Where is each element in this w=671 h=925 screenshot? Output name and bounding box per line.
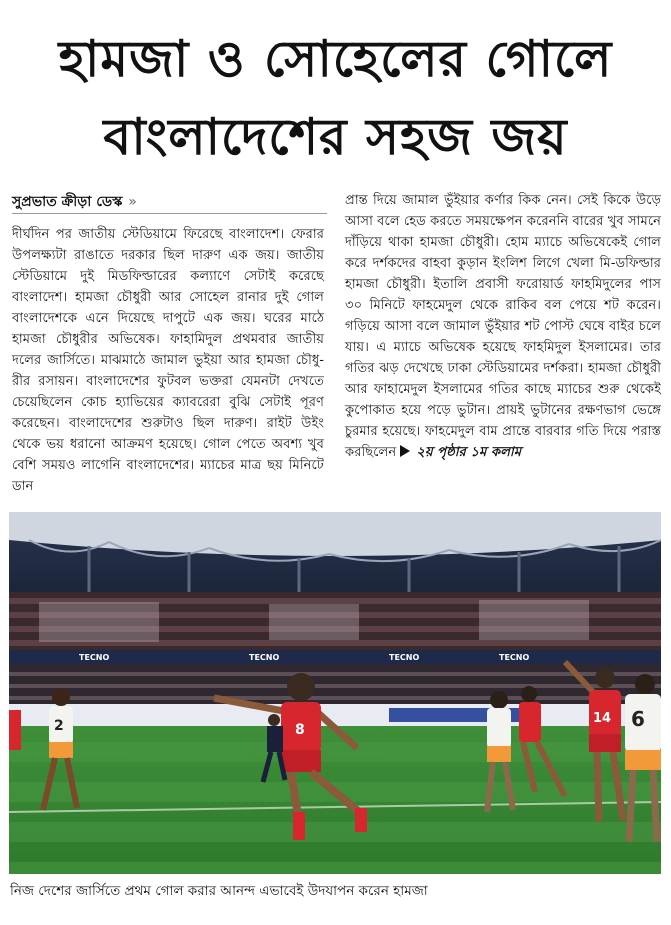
ad-board-text: TECNO [389,653,420,662]
article-right-column [345,190,661,463]
article-left-column [12,224,324,497]
headline [0,0,671,182]
byline-divider [12,213,327,214]
headline-line-1: হামজা ও সোহেলের গোলে [58,29,613,88]
match-photo [9,512,661,874]
continued-arrow-icon [400,445,410,457]
stadium-celebration-illustration [9,512,661,874]
byline-chevron-icon: » [128,194,137,210]
ad-board-text: TECNO [499,653,530,662]
byline [12,190,137,214]
byline-author: সুপ্রভাত ক্রীড়া ডেস্ক [12,194,123,210]
ad-board-text: TECNO [79,653,110,662]
jersey-number: 14 [593,711,612,726]
jersey-number: 8 [295,722,305,738]
article-left-text: দীর্ঘদিন পর জাতীয় স্টেডিয়ামে ফিরেছে বাংলাদেশ। ফেরার উপলক্ষ্যটা রাঙাতে দরকার ছিল দারুণ এক জয়। জাতীয় স্টেডিয়ামে দুই মিডফিল্ডারের কল্যাণে সেটাই করেছে বাংলাদেশ। হামজা চৌধুরী আর সোহেল রানার দুই গোল বাংলাদেশকে এনে দিয়েছে দাপুটে এক জয়। ঘরের মাঠে হামজা চৌধুরীর অভিষেক। ফাহামিদুল প্রথমবার জাতীয় দলের জার্সিতে। মাঝমাঠে জামাল ভুইয়া আর হামজা চৌধু-রীর রসায়ন। বাংলাদেশের ফুটবল ভক্তরা যেমনটা দেখতে চেয়েছিলেন কোচ হ্যাভিয়ের ক্যাবরেরা বুঝি সেটাই পূরণ করেছেন। বাংলাদেশের শুরুটাও ছিল দারুণ। রাইট উইং থেকে ভয় ধরানো আক্রমণ হয়েছে। গোল পেতে অবশ্য খুব বেশি সময়ও লাগেনি বাংলাদেশের। ম্যাচের মাত্র ছয় মিনিটে ডান [12,227,324,494]
headline-line-2: বাংলাদেশের সহজ জয় [103,107,568,166]
jersey-number: 2 [54,718,64,734]
ad-board-text: TECNO [249,653,280,662]
article-right-text: প্রান্ত দিয়ে জামাল ভুঁইয়ার কর্ণার কিক নেন। সেই কিকে উড়ে আসা বলে হেড করতে সময়ক্ষেপন করেননি বারের খুব সামনে দাঁড়িয়ে থাকা হামজা চৌধুরী। হোম ম্যাচে অভিষেকেই গোল করে দর্শকদের বাহবা কুড়ান ইংলিশ লিগে খেলা মি-ডফিল্ডার হামজা চৌধুরী। ইতালি প্রবাসী ফরোয়ার্ড ফাহমিদুলের পাস ৩০ মিনিটে ফাহমেদুল থেকে রাকিব বল পেয়ে শট করেন। গড়িয়ে আসা বলে জামাল ভুঁইয়ার শট পোস্ট ঘেষে বাইর চলে যায়। এ ম্যাচে অভিষেক হয়েছে ফাহমিদুল ইসলামের। তার গতির ঝড় দেখেছে ঢাকা স্টেডিয়ামের দর্শকরা। হামজা চৌধুরী আর ফাহামেদুল ইসলামের গতির কাছে ম্যাচের শুরু থেকেই কুপোকাত হয়ে পড়ে ভুটান। প্রায়ই ভুটানের রক্ষণভাগ ভেঙ্গে চুরমার হয়েছে। ফাহমেদুল বাম প্রান্তে বারবার গতি দিয়ে পরাস্ত করছিলেন [345,193,661,460]
jersey-number: 6 [631,707,645,731]
continued-link[interactable]: ২য় পৃষ্ঠার ১ম কলাম [416,445,522,460]
photo-caption: নিজ দেশের জার্সিতে প্রথম গোল করার আনন্দ এভাবেই উদযাপন করেন হামজা [10,883,428,899]
